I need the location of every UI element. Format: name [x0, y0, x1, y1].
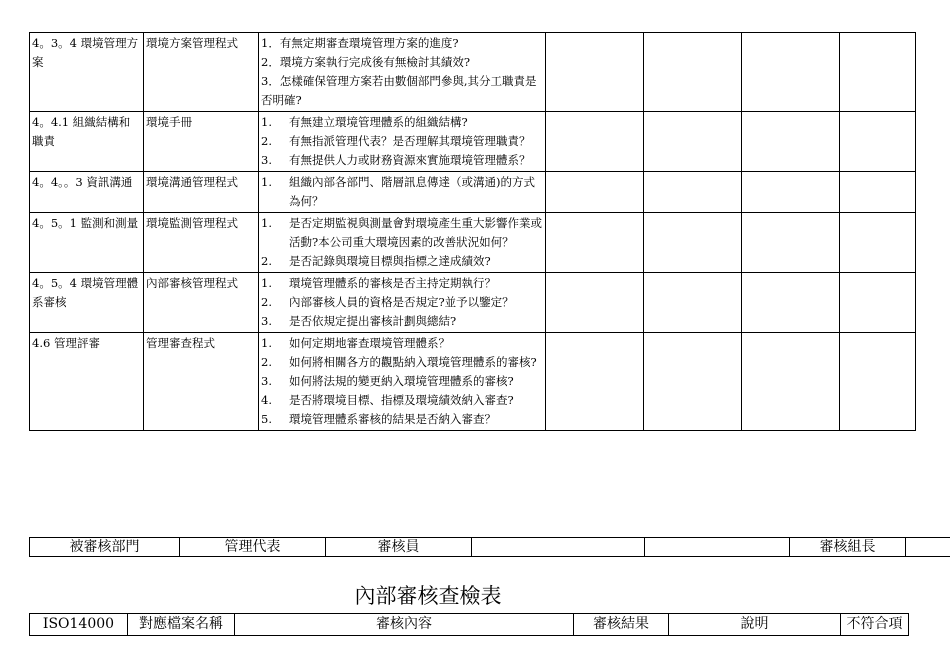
- clause-cell: 4.6 管理評審: [30, 333, 144, 431]
- questions-cell: [259, 213, 546, 273]
- questions-cell: [259, 333, 546, 431]
- header-result: 審核結果: [574, 614, 669, 636]
- team-leader-signature-field[interactable]: [906, 538, 950, 557]
- list-item: [261, 372, 543, 391]
- list-item: [261, 252, 543, 271]
- extra-cell[interactable]: [742, 213, 840, 273]
- question-text: 是否記錄與環境目標與指標之達成績效?: [289, 254, 491, 268]
- questions-cell: [259, 33, 546, 112]
- clause-cell: 4。3。4 環境管理方案: [30, 33, 144, 112]
- audit-table-body: [30, 33, 916, 431]
- result-cell[interactable]: [546, 273, 644, 333]
- question-number: 1.: [261, 115, 272, 129]
- team-leader-label: 審核組長: [790, 538, 906, 557]
- question-text: 有無定期審查環境管理方案的進度?: [279, 36, 459, 50]
- table-row: [30, 112, 916, 172]
- mgmt-rep-label: 管理代表: [180, 538, 326, 557]
- list-item: [261, 72, 543, 110]
- note-cell[interactable]: [644, 273, 742, 333]
- procedure-cell: 內部審核管理程式: [144, 273, 259, 333]
- list-item: [261, 214, 543, 252]
- table-row: [30, 333, 916, 431]
- nonconform-cell[interactable]: [840, 213, 916, 273]
- audit-table: [29, 32, 916, 431]
- list-item: [261, 113, 543, 132]
- signoff-blank-field[interactable]: [645, 538, 790, 557]
- question-number: 1.: [261, 175, 272, 189]
- header-content: 審核內容: [235, 614, 574, 636]
- list-item: [261, 132, 543, 151]
- question-text: 環境方案執行完成後有無檢討其績效?: [279, 55, 470, 69]
- procedure-cell: 環境溝通管理程式: [144, 172, 259, 213]
- note-cell[interactable]: [644, 33, 742, 112]
- question-number: 2.: [261, 134, 272, 148]
- result-cell[interactable]: [546, 172, 644, 213]
- list-item: [261, 353, 543, 372]
- question-text: 如何將相關各方的觀點納入環境管理體系的審核?: [289, 355, 537, 369]
- list-item: [261, 312, 543, 331]
- note-cell[interactable]: [644, 213, 742, 273]
- list-item: [261, 34, 543, 53]
- question-list: [261, 113, 543, 170]
- nonconform-cell[interactable]: [840, 273, 916, 333]
- clause-cell: 4。4。。3 資訊溝通: [30, 172, 144, 213]
- extra-cell[interactable]: [742, 172, 840, 213]
- question-text: 如何將法規的變更納入環境管理體系的審核?: [289, 374, 514, 388]
- list-item: [261, 151, 543, 170]
- question-text: 怎樣確保管理方案若由數個部門參與,其分工職責是否明確?: [261, 74, 537, 107]
- question-text: 是否依規定提出審核計劃與總結?: [289, 314, 457, 328]
- note-cell[interactable]: [644, 333, 742, 431]
- extra-cell[interactable]: [742, 273, 840, 333]
- question-list: [261, 334, 543, 429]
- header-nonconform: 不符合項: [841, 614, 909, 636]
- question-number: 5.: [261, 412, 272, 426]
- signoff-row: [29, 537, 950, 557]
- question-number: 1．: [261, 36, 280, 50]
- procedure-cell: 環境手冊: [144, 112, 259, 172]
- procedure-cell: 環境方案管理程式: [144, 33, 259, 112]
- form-title: 內部審核查檢表: [354, 584, 502, 608]
- questions-cell: [259, 172, 546, 213]
- audited-dept-label: 被審核部門: [30, 538, 180, 557]
- question-number: 3．: [261, 74, 280, 88]
- question-list: [261, 214, 543, 271]
- question-number: 4.: [261, 393, 272, 407]
- extra-cell[interactable]: [742, 333, 840, 431]
- list-item: [261, 173, 543, 211]
- question-text: 組織內部各部門、階層訊息傳達（或溝通)的方式為何？: [289, 175, 535, 208]
- note-cell[interactable]: [644, 172, 742, 213]
- question-number: 3.: [261, 314, 272, 328]
- list-item: [261, 53, 543, 72]
- question-number: 2.: [261, 295, 272, 309]
- question-text: 環境管理體系的審核是否主持定期執行？: [289, 276, 496, 290]
- list-item: [261, 274, 543, 293]
- list-item: [261, 334, 543, 353]
- question-list: [261, 274, 543, 331]
- nonconform-cell[interactable]: [840, 112, 916, 172]
- procedure-cell: 管理審查程式: [144, 333, 259, 431]
- question-number: 1.: [261, 216, 272, 230]
- nonconform-cell[interactable]: [840, 33, 916, 112]
- question-list: [261, 34, 543, 110]
- list-item: [261, 293, 543, 312]
- result-cell[interactable]: [546, 213, 644, 273]
- questions-cell: [259, 273, 546, 333]
- question-text: 是否將環境目標、指標及環境績效納入審查?: [289, 393, 514, 407]
- question-number: 2.: [261, 254, 272, 268]
- clause-cell: 4。5。1 監測和測量: [30, 213, 144, 273]
- extra-cell[interactable]: [742, 112, 840, 172]
- result-cell[interactable]: [546, 33, 644, 112]
- question-text: 有無建立環境管理體系的組織結構?: [289, 115, 468, 129]
- checklist-header-row: [29, 613, 909, 636]
- result-cell[interactable]: [546, 333, 644, 431]
- table-row: [30, 33, 916, 112]
- header-file-name: 對應檔案名稱: [128, 614, 235, 636]
- question-number: 1.: [261, 276, 272, 290]
- list-item: [261, 410, 543, 429]
- question-text: 如何定期地審查環境管理體系？: [289, 336, 450, 350]
- clause-cell: 4。4.1 組織結構和職責: [30, 112, 144, 172]
- questions-cell: [259, 112, 546, 172]
- nonconform-cell[interactable]: [840, 172, 916, 213]
- table-row: [30, 273, 916, 333]
- table-row: [30, 213, 916, 273]
- question-number: 1.: [261, 336, 272, 350]
- auditor-label: 審核員: [326, 538, 472, 557]
- header-note: 說明: [669, 614, 841, 636]
- question-text: 有無提供人力或財務資源來實施環境管理體系？: [289, 153, 531, 167]
- table-row: [30, 172, 916, 213]
- question-number: 2.: [261, 355, 272, 369]
- question-number: 3.: [261, 153, 272, 167]
- extra-cell[interactable]: [742, 33, 840, 112]
- auditor-signature-field[interactable]: [472, 538, 645, 557]
- result-cell[interactable]: [546, 112, 644, 172]
- list-item: [261, 391, 543, 410]
- header-standard: ISO14000: [30, 614, 128, 636]
- nonconform-cell[interactable]: [840, 333, 916, 431]
- question-text: 有無指派管理代表？是否理解其環境管理職責？: [289, 134, 531, 148]
- clause-cell: 4。5。4 環境管理體系審核: [30, 273, 144, 333]
- note-cell[interactable]: [644, 112, 742, 172]
- question-list: [261, 173, 543, 211]
- question-number: 2．: [261, 55, 280, 69]
- question-text: 是否定期監視與測量會對環境產生重大影響作業或活動?本公司重大環境因素的改善狀況如何？: [289, 216, 542, 249]
- question-text: 環境管理體系審核的結果是否納入審查？: [289, 412, 496, 426]
- procedure-cell: 環境監測管理程式: [144, 213, 259, 273]
- question-text: 內部審核人員的資格是否規定?並予以鑒定？: [289, 295, 514, 309]
- question-number: 3.: [261, 374, 272, 388]
